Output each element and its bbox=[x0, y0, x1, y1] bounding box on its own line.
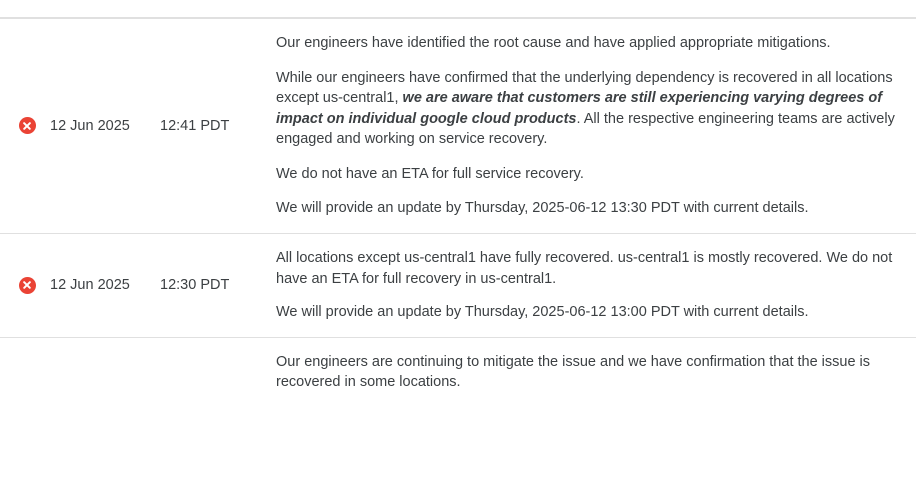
update-time: 12:30 PDT bbox=[160, 277, 230, 294]
update-paragraph-eta: We do not have an ETA for full service recovery. bbox=[276, 165, 584, 182]
paragraph-segment-plain: While our engineers have confirmed that the underlying dependency is recovered in all locations except us-central1, bbox=[276, 69, 893, 107]
paragraph-segment-emphasis: we are aware that customers are still experiencing varying degrees of impact on individual google cloud products bbox=[276, 90, 883, 127]
error-circle-x-icon bbox=[19, 277, 36, 294]
update-paragraph-next-update: We will provide an update by Thursday, 2025-06-12 13:30 PDT with current details. bbox=[276, 200, 809, 217]
error-circle-x-icon bbox=[19, 117, 36, 134]
status-cell bbox=[0, 19, 50, 234]
update-date bbox=[50, 337, 160, 407]
update-time bbox=[160, 337, 276, 407]
update-body bbox=[276, 337, 916, 407]
update-date: 12 Jun 2025 bbox=[50, 118, 130, 135]
update-body bbox=[276, 19, 916, 234]
update-paragraph-emphasized bbox=[276, 68, 908, 150]
update-paragraph: All locations except us-central1 have fully recovered. us-central1 is mostly recovered. We do not have an ETA for full recovery in us-central1. bbox=[276, 250, 893, 287]
update-time: 12:41 PDT bbox=[160, 118, 230, 135]
paragraph-segment-plain-2: . All the respective engineering teams are actively engaged and working on service recovery. bbox=[276, 110, 895, 148]
table-row bbox=[0, 234, 916, 338]
status-cell bbox=[0, 234, 50, 338]
update-paragraph-next-update: We will provide an update by Thursday, 2025-06-12 13:00 PDT with current details. bbox=[276, 304, 809, 321]
table-row bbox=[0, 19, 916, 234]
table-top-divider bbox=[0, 0, 916, 18]
update-date: 12 Jun 2025 bbox=[50, 277, 130, 294]
table-row bbox=[0, 337, 916, 407]
update-body bbox=[276, 234, 916, 338]
update-paragraph: Our engineers have identified the root cause and have applied appropriate mitigations. bbox=[276, 35, 831, 51]
status-cell bbox=[0, 337, 50, 407]
incident-updates-table bbox=[0, 18, 916, 407]
update-paragraph: Our engineers are continuing to mitigate the issue and we have confirmation that the issue is recovered in some locations. bbox=[276, 353, 871, 391]
